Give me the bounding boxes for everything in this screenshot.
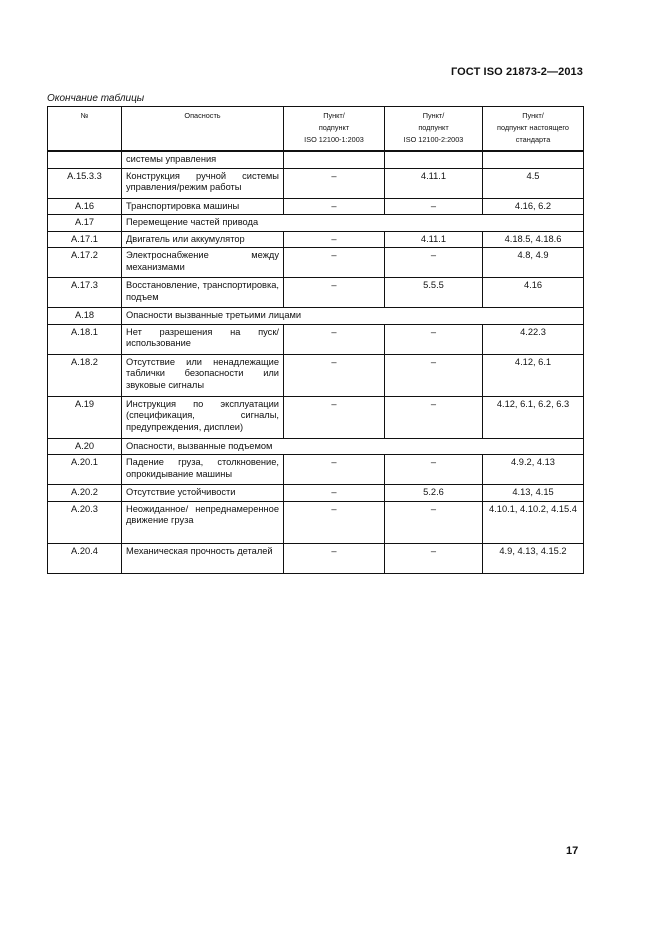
row-iso-12100-2: 5.5.5 (385, 278, 483, 308)
table-row (48, 455, 584, 485)
row-number: А.18.2 (48, 354, 122, 396)
table-row (48, 324, 584, 354)
table-section-row (48, 215, 584, 232)
row-hazard: Конструкция ручной системы управления/режим работы (122, 168, 284, 198)
col-header-hazard: Опасность (122, 107, 284, 152)
row-iso-12100-1: – (284, 485, 385, 502)
row-hazard: Двигатель или аккумулятор (122, 231, 284, 248)
row-hazard: Инструкция по эксплуатации (спецификация, сигналы, предупреждения, дисплеи) (122, 396, 284, 438)
page-number: 17 (566, 845, 579, 857)
row-number: А.20.1 (48, 455, 122, 485)
row-this-standard: 4.10.1, 4.10.2, 4.15.4 (483, 501, 584, 543)
row-number: А.20.2 (48, 485, 122, 502)
row-hazard: Нет разрешения на пуск/использование (122, 324, 284, 354)
row-iso-12100-2: 4.11.1 (385, 231, 483, 248)
row-this-standard: 4.16, 6.2 (483, 198, 584, 215)
row-this-standard: 4.9, 4.13, 4.15.2 (483, 543, 584, 573)
table-header-row (48, 107, 584, 152)
row-iso-12100-2: – (385, 455, 483, 485)
col-header-iso-12100-1: Пункт/ подпункт ISO 12100-1:2003 (284, 107, 385, 152)
document-header: ГОСТ ISO 21873-2—2013 (450, 66, 583, 78)
table-row (48, 231, 584, 248)
row-iso-12100-1: – (284, 324, 385, 354)
row-iso-12100-2: – (385, 396, 483, 438)
row-this-standard: 4.22.3 (483, 324, 584, 354)
row-hazard: Электроснабжение между механизмами (122, 248, 284, 278)
row-iso-12100-1: – (284, 168, 385, 198)
col-header-number: № (48, 107, 122, 152)
row-iso-12100-2: – (385, 198, 483, 215)
row-hazard: системы управления (122, 151, 284, 168)
row-iso-12100-1: – (284, 396, 385, 438)
table-caption: Окончание таблицы (47, 93, 145, 104)
row-this-standard: 4.9.2, 4.13 (483, 455, 584, 485)
row-iso-12100-2: – (385, 501, 483, 543)
row-number: А.17.1 (48, 231, 122, 248)
table-row (48, 354, 584, 396)
row-iso-12100-2: – (385, 543, 483, 573)
row-hazard: Транспортировка машины (122, 198, 284, 215)
table-row (48, 151, 584, 168)
section-title: Опасности вызванные третьими лицами (122, 308, 584, 325)
row-hazard: Отсутствие или ненадлежащие таблички безопасности или звуковые сигналы (122, 354, 284, 396)
row-iso-12100-1: – (284, 231, 385, 248)
row-hazard: Падение груза, столкновение, опрокидывание машины (122, 455, 284, 485)
row-this-standard: 4.13, 4.15 (483, 485, 584, 502)
row-number: А.20.4 (48, 543, 122, 573)
row-hazard: Механическая прочность деталей (122, 543, 284, 573)
row-this-standard: 4.18.5, 4.18.6 (483, 231, 584, 248)
row-iso-12100-1: – (284, 248, 385, 278)
row-number: А.17 (48, 215, 122, 232)
row-iso-12100-1: – (284, 501, 385, 543)
row-number: А.18 (48, 308, 122, 325)
row-this-standard: 4.16 (483, 278, 584, 308)
row-this-standard: 4.5 (483, 168, 584, 198)
row-number: А.17.2 (48, 248, 122, 278)
table-row (48, 396, 584, 438)
row-iso-12100-2: 5.2.6 (385, 485, 483, 502)
row-number: А.16 (48, 198, 122, 215)
table-section-row (48, 308, 584, 325)
row-iso-12100-2 (385, 151, 483, 168)
row-this-standard: 4.8, 4.9 (483, 248, 584, 278)
table-row (48, 168, 584, 198)
table-section-row (48, 438, 584, 455)
table-row (48, 501, 584, 543)
row-iso-12100-1 (284, 151, 385, 168)
row-iso-12100-2: 4.11.1 (385, 168, 483, 198)
table-row (48, 543, 584, 573)
section-title: Опасности, вызванные подъемом (122, 438, 584, 455)
row-iso-12100-1: – (284, 543, 385, 573)
row-this-standard (483, 151, 584, 168)
row-number: А.15.3.3 (48, 168, 122, 198)
row-number: А.20.3 (48, 501, 122, 543)
row-hazard: Неожиданное/ непреднамеренное движение груза (122, 501, 284, 543)
row-number: А.17.3 (48, 278, 122, 308)
row-iso-12100-1: – (284, 198, 385, 215)
row-iso-12100-2: – (385, 248, 483, 278)
table-row (48, 485, 584, 502)
hazards-table (47, 106, 584, 574)
row-iso-12100-1: – (284, 278, 385, 308)
table-row (48, 248, 584, 278)
row-this-standard: 4.12, 6.1 (483, 354, 584, 396)
table-row (48, 198, 584, 215)
row-this-standard: 4.12, 6.1, 6.2, 6.3 (483, 396, 584, 438)
row-number: А.20 (48, 438, 122, 455)
col-header-this-standard: Пункт/ подпункт настоящего стандарта (483, 107, 584, 152)
row-number: А.19 (48, 396, 122, 438)
table-row (48, 278, 584, 308)
col-header-iso-12100-2: Пункт/ подпункт ISO 12100-2:2003 (385, 107, 483, 152)
row-iso-12100-1: – (284, 455, 385, 485)
section-title: Перемещение частей привода (122, 215, 584, 232)
row-iso-12100-1: – (284, 354, 385, 396)
row-iso-12100-2: – (385, 324, 483, 354)
row-hazard: Отсутствие устойчивости (122, 485, 284, 502)
row-iso-12100-2: – (385, 354, 483, 396)
row-number: А.18.1 (48, 324, 122, 354)
row-hazard: Восстановление, транспортировка, подъем (122, 278, 284, 308)
row-number (48, 151, 122, 168)
